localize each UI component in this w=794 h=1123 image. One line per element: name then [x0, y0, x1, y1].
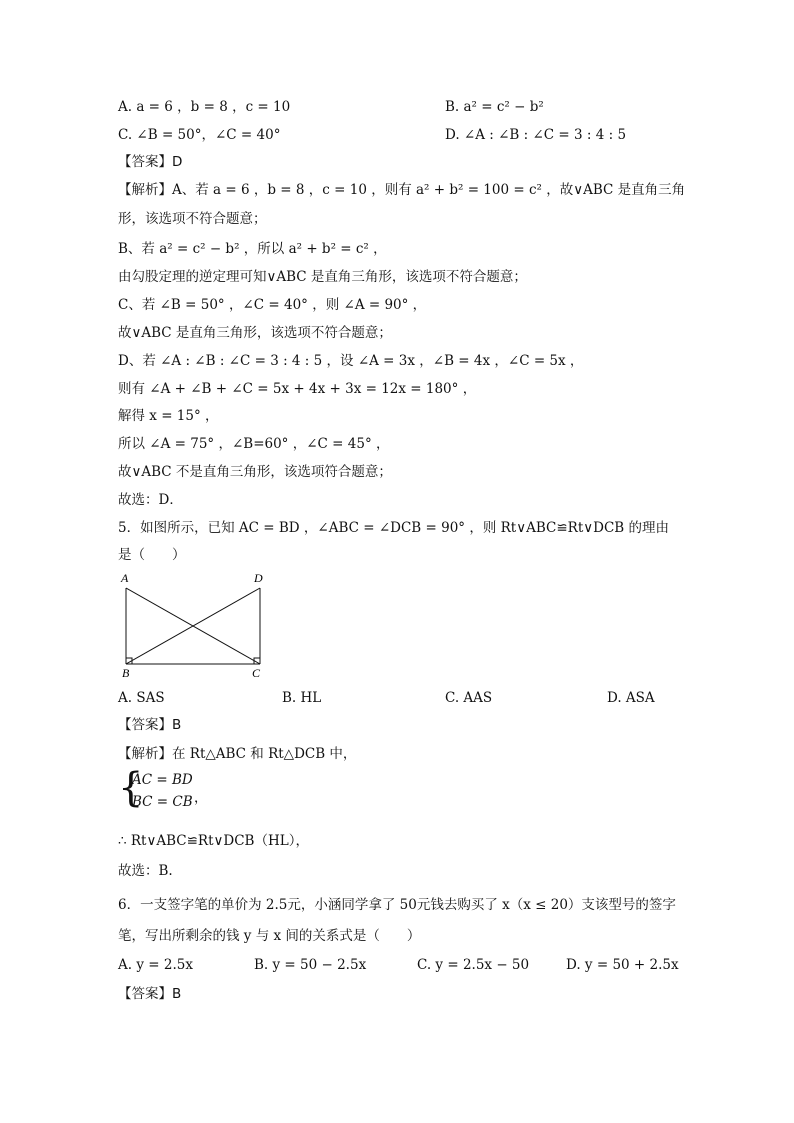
- q5-figure-rectangle: [114, 570, 274, 680]
- q6-option-a: A. y = 2.5x: [118, 957, 193, 973]
- label-b: B: [122, 666, 130, 680]
- q6-stem: 6．一支签字笔的单价为 2.5元，小涵同学拿了 50元钱去购买了 x（x ≤ 20）支该型号的签字: [118, 897, 676, 913]
- q4-analysis-line: 则有 ∠A + ∠B + ∠C = 5x + 4x + 3x = 12x = 180° ，: [118, 381, 477, 397]
- q4-option-d: D. ∠A : ∠B : ∠C = 3 : 4 : 5: [445, 127, 627, 143]
- q5-analysis-line: 【解析】在 Rt△ABC 和 Rt△DCB 中，: [118, 746, 357, 762]
- q4-option-c: C. ∠B = 50°，∠C = 40°: [118, 127, 281, 143]
- q4-analysis-line: 形，该选项不符合题意；: [118, 211, 267, 227]
- q4-analysis-line: B、若 a² = c² − b² ，所以 a² + b² = c² ，: [118, 241, 387, 257]
- q5-conclusion: ∴ Rt∨ABC≌Rt∨DCB（HL），: [118, 833, 309, 849]
- q5-answer: 【答案】B: [118, 717, 182, 733]
- system-comma: ，: [194, 790, 208, 806]
- equation: BC = CB: [132, 794, 193, 810]
- q5-stem: 是（ ）: [118, 547, 186, 563]
- q4-analysis-line: 【解析】A、若 a = 6 ，b = 8 ，c = 10 ，则有 a² + b² = 100 = c² ，故∨ABC 是直角三角: [118, 182, 686, 198]
- q4-analysis-line: C、若 ∠B = 50° ，∠C = 40° ，则 ∠A = 90° ，: [118, 297, 427, 313]
- label-a: A: [121, 571, 129, 585]
- q4-analysis-line: 由勾股定理的逆定理可知∨ABC 是直角三角形，该选项不符合题意；: [118, 269, 527, 285]
- label-c: C: [252, 666, 261, 680]
- q4-analysis-line: D、若 ∠A : ∠B : ∠C = 3 : 4 : 5 ，设 ∠A = 3x ，∠B = 4x ，∠C = 5x ，: [118, 353, 584, 369]
- q6-stem: 笔，写出所剩余的钱 y 与 x 间的关系式是（ ）: [118, 928, 421, 944]
- q6-answer: 【答案】B: [118, 986, 182, 1002]
- q4-analysis-line: 故∨ABC 是直角三角形，该选项不符合题意；: [118, 325, 392, 341]
- equation: AC = BD: [132, 772, 193, 788]
- q5-option-c: C. AAS: [445, 690, 493, 706]
- q6-option-b: B. y = 50 − 2.5x: [254, 957, 367, 973]
- q6-option-d: D. y = 50 + 2.5x: [566, 957, 679, 973]
- q5-option-d: D. ASA: [607, 690, 655, 706]
- q4-answer: 【答案】D: [118, 154, 183, 170]
- q5-option-a: A. SAS: [118, 690, 165, 706]
- q6-option-c: C. y = 2.5x − 50: [417, 957, 530, 973]
- q4-analysis-line: 所以 ∠A = 75° ，∠B=60° ，∠C = 45° ，: [118, 436, 390, 452]
- q4-option-a: A. a = 6 ，b = 8 ，c = 10: [118, 99, 291, 115]
- q4-option-b: B. a² = c² − b²: [445, 99, 544, 115]
- brace-symbol: {: [118, 765, 144, 811]
- label-d: D: [254, 571, 263, 585]
- q5-option-b: B. HL: [282, 690, 322, 706]
- q4-analysis-line: 故选：D．: [118, 492, 183, 508]
- q4-analysis-line: 故∨ABC 不是直角三角形，该选项符合题意；: [118, 464, 392, 480]
- q5-choose: 故选：B.: [118, 863, 173, 879]
- q5-stem: 5．如图所示，已知 AC = BD ，∠ABC = ∠DCB = 90° ，则 Rt∨ABC≌Rt∨DCB 的理由: [118, 520, 670, 536]
- q4-analysis-line: 解得 x = 15° ，: [118, 408, 219, 424]
